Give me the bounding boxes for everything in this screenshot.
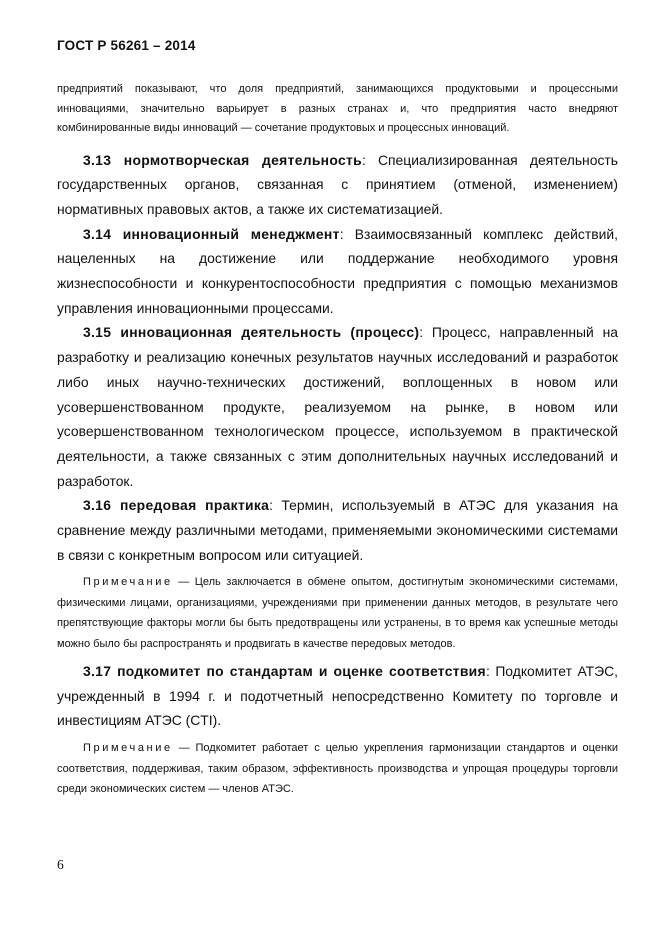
- term-3-15: [57, 320, 618, 493]
- page-number: 6: [57, 857, 64, 872]
- term-3-14: [57, 222, 618, 321]
- term-definition: : Специализированная деятельность государственных органов, связанная с принятием (отменой, изменением) нормативных правовых актов, а также их систематизацией.: [57, 151, 618, 217]
- note-text: — Подкомитет работает с целью укрепления гармонизации стандартов и оценки соответствия, поддерживая, таким образом, эффективность производства и упрощая процедуры торговли среди экономических систем — членов АТЭС.: [57, 742, 618, 795]
- term-definition: : Взаимосвязанный комплекс действий, нацеленных на достижение или поддержание необходимого уровня жизнеспособности и конкурентоспособности предприятия с помощью механизмов управления инновационными процессами.: [57, 225, 618, 316]
- note-3-16: [57, 572, 618, 654]
- note-label: Примечание: [83, 742, 173, 755]
- term-3-17: [57, 659, 618, 733]
- term-number: 3.17: [83, 663, 112, 680]
- term-title: подкомитет по стандартам и оценке соответствия: [117, 663, 486, 680]
- intro-text: предприятий показывают, что доля предприятий, занимающихся продуктовыми и процессными инновациями, значительно варьирует в разных странах и, что предприятия часто внедряют комбинированные виды инноваций — сочетание продуктовых и процессных инноваций.: [57, 83, 618, 134]
- term-definition: : Термин, используемый в АТЭС для указания на сравнение между различными методами, применяемыми экономическими системами в связи с конкретным вопросом или ситуацией.: [57, 497, 618, 563]
- term-number: 3.16: [83, 497, 112, 514]
- document-header: ГОСТ Р 56261 – 2014: [57, 38, 196, 53]
- term-3-16: [57, 493, 618, 567]
- term-number: 3.15: [83, 324, 112, 341]
- term-number: 3.14: [83, 225, 112, 242]
- note-text: — Цель заключается в обмене опытом, достигнутым экономическими системами, физическими лицами, организациями, учреждениями при применении данных методов, в результате чего препятствующие факторы могли бы быть предотвращены или устранены, в то время как успешные методы можно было бы распространять и продвигать в качестве передовых методов.: [57, 576, 618, 650]
- term-definition: : Подкомитет АТЭС, учрежденный в 1994 г. и подотчетный непосредственно Комитету по торговле и инвестициям АТЭС (CTI).: [57, 663, 618, 729]
- term-title: нормотворческая деятельность: [123, 151, 362, 168]
- note-label: Примечание: [83, 576, 173, 589]
- term-3-13: [57, 148, 618, 222]
- term-title: передовая практика: [119, 497, 270, 514]
- note-3-17: [57, 738, 618, 799]
- document-body: [57, 80, 618, 799]
- term-title: инновационный менеджмент: [122, 225, 340, 242]
- intro-paragraph: [57, 80, 618, 139]
- term-definition: : Процесс, направленный на разработку и реализацию конечных результатов научных исследований и разработок либо иных научно-технических достижений, воплощенных в новом или усовершенствованном продукте, реализуемом на рынке, в новом или усовершенствованном технологическом процессе, используемом в практической деятельности, а также связанных с этим дополнительных научных исследований и разработок.: [57, 324, 618, 489]
- term-title: инновационная деятельность (процесс): [120, 324, 420, 341]
- term-number: 3.13: [83, 151, 112, 168]
